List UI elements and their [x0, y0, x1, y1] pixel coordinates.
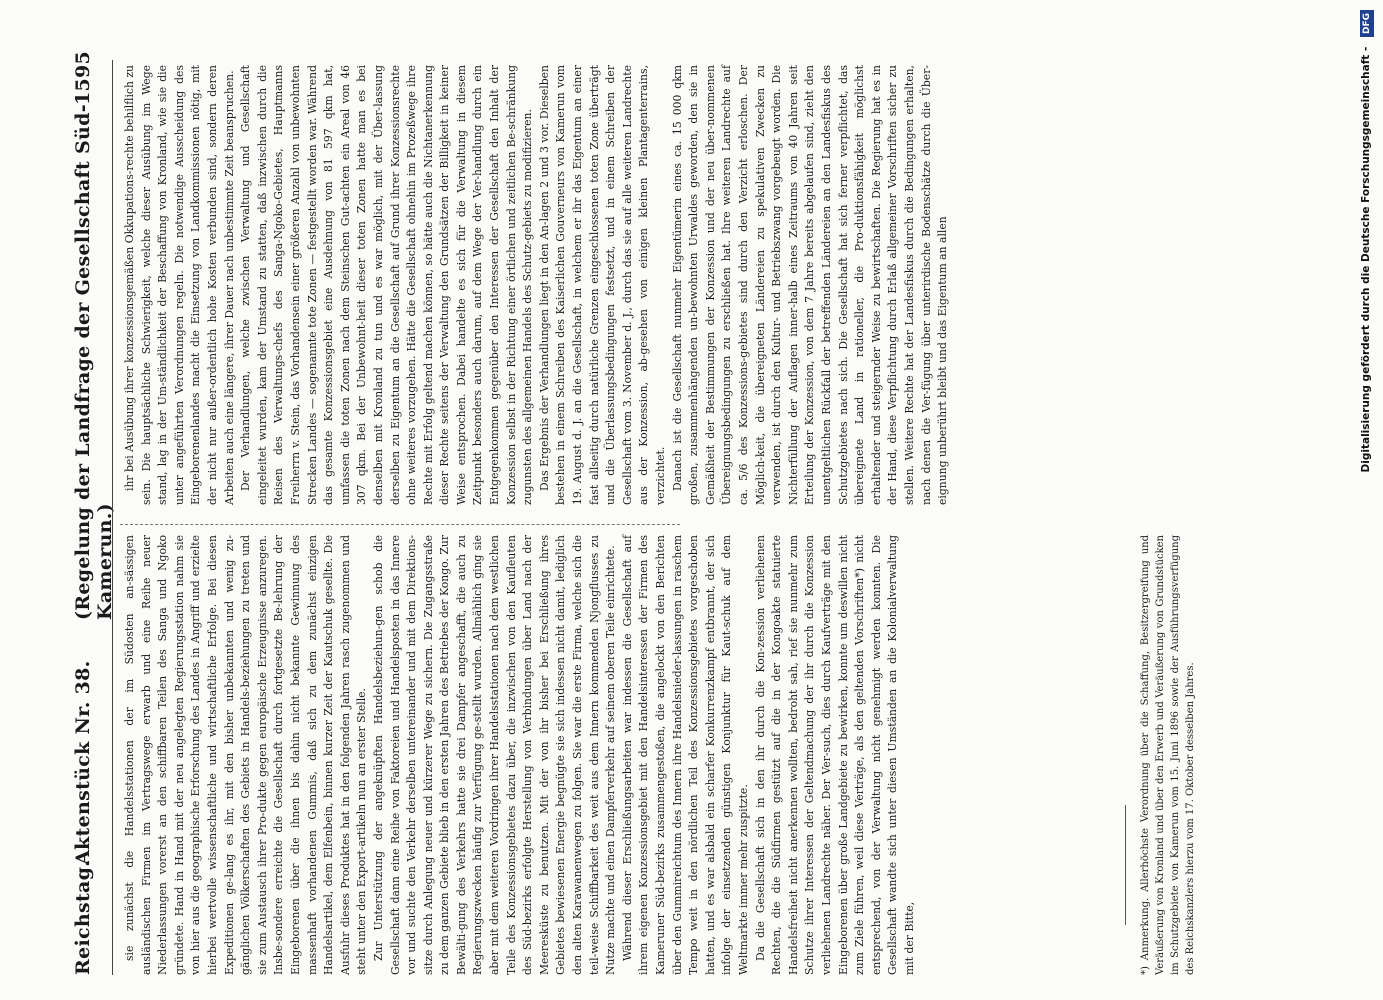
- credit-text: Digitalisierung gefördert durch die Deutsche Forschungsgemeinschaft -: [1360, 46, 1372, 473]
- column-divider: [120, 524, 680, 525]
- paragraph: sie zunächst die Handelsstationen der im Südosten an-sässigen ausländischen Firmen im Vertragswege erwarb und eine Reihe neuer Niederlassungen vorerst an den schiffbaren Teilen des Sanga und Ngoko gründete. Hand in Hand mit der neu angelegten Regierungsstation nahm sie von hier aus die geographische Erforschung des Landes in Angriff und erzielte hierbei wertvolle wissenschaftliche und wirtschaftliche Erfolge. Bei diesen Expeditionen ge-lang es ihr, mit den bisher unbekannten und wenig zu-gänglichen Völkerschaften des Gebiets in Handels-beziehungen zu treten und sie zum Austausch ihrer Pro-dukte gegen europäische Erzeugnisse anzuregen. Insbe-sondere erreichte die Gesellschaft durch fortgesetzte Be-lehrung der Eingeborenen über die ihnen bis dahin nicht bekannte Gewinnung des massenhaft vorhandenen Gummis, daß sich zu dem zunächst einzigen Handelsartikel, dem Elfenbein, binnen kurzer Zeit der Kautschuk gesellte. Die Ausfuhr dieses Produktes hat in den folgenden Jahren rasch zugenommen und steht unter den Export-artikeln nun an erster Stelle.: [123, 535, 369, 975]
- text-column-left: [122, 535, 919, 975]
- dfg-logo: DFG: [1360, 10, 1374, 37]
- paragraph: ihr bei Ausübung ihrer konzessionsgemäßen Okkupations-rechte behilflich zu sein. Die hauptsächliche Schwierigkeit, welche dieser Ausübung im Wege stand, lag in der Um-ständlichkeit der Beschaffung von Kronland, wie sie die unter angeführten Verordnungen regeln. Die notwendige Ausscheidung des Eingeborenenlandes macht die Einsetzung von Landkommissionen nötig, mit der nicht nur außer-ordentlich hohe Kosten verbunden sind, sondern deren Arbeiten auch eine längere, ihrer Dauer nach unbestimmte Zeit beanspruchen.: [123, 65, 236, 505]
- rotated-page-body: [60, 50, 1310, 985]
- digitization-credit: [1356, 10, 1376, 990]
- footnote-rule: [1125, 805, 1126, 925]
- paragraph: Das Ergebnis der Verhandlungen liegt in den An-lagen 2 und 3 vor. Dieselben bestehen in einem Schreiben des Kaiserlichen Gouverneurs von Kamerun vom 19. August d. J. an die Gesellschaft, in welchem er ihr das Eigentum an einer fast allseitig durch natürliche Grenzen eingeschlossenen toten Zone überträgt und die Überlassungsbedingungen festsetzt, und in einem Schreiben der Gesellschaft vom 3. November d. J., durch das sie auf alle weiteren Landrechte aus der Konzession, ab-gesehen von einigen kleinen Plantagenterrains, verzichtet.: [537, 65, 667, 505]
- page-number: 1595: [72, 50, 94, 105]
- page-header: [60, 50, 120, 985]
- paragraph: Zur Unterstützung der angeknüpften Handelsbeziehun-gen schob die Gesellschaft dann eine Reihe von Faktoreien und Handelsposten in das Innere vor und suchte den Verkehr derselben untereinander und mit dem Direktions-sitze durch Anlegung neuer und kürzerer Wege zu sichern. Die Zugangsstraße zu dem ganzen Gebiete blieb in den ersten Jahren des Betriebes der Kongo. Zur Bewälti-gung des Verkehrs hatte sie drei Dampfer angeschafft, die auch zu Regierungszwecken häufig zur Verfügung ge-stellt wurden. Allmählich ging sie aber mit dem weiteren Vordringen ihrer Handelsstationen nach dem westlichen Teile des Konzessionsgebietes dazu über, die inzwischen von den Kaufleuten des Süd-bezirks erfolgte Herstellung von Verbindungen über Land nach der Meeresküste zu benutzen. Mit der von ihr bisher bei Erschließung ihres Gebietes bewiesenen Energie begnügte sie sich indessen nicht damit, lediglich den alten Karawanenwegen zu folgen. Sie war die erste Firma, welche sich die teil-weise Schiffbarkeit des weit aus dem Innern kommenden Njongflusses zu Nutze machte und einen Dampferverkehr auf seinem oberen Teile einrichtete.: [371, 535, 618, 975]
- header-rule: [112, 60, 113, 975]
- header-title: (Regelung der Landfrage der Gesellschaft Süd-Kamerun.): [72, 104, 116, 620]
- paragraph: Während dieser Erschließungsarbeiten war indessen die Gesellschaft auf ihrem eigenen Konzessionsgebiet mit den Handelsinteressen der Firmen des Kameruner Süd-bezirks zusammengestoßen, die angelockt von den Berichten über den Gummireichtum des Innern ihre Handelsnieder-lassungen in raschem Tempo weit in den nördlichen Teil des Konzessionsgebietes vorgeschoben hatten, und es war alsbald ein scharfer Konkurrenzkampf entbrannt, der sich infolge der einsetzenden günstigen Konjunktur für Kaut-schuk auf dem Weltmarkte immer mehr zuspitzte.: [620, 535, 750, 975]
- header-aktenstueck: Aktenstück Nr. 38.: [72, 660, 94, 865]
- header-reichstag: Reichstag.: [72, 859, 94, 975]
- footnote: *) Anmerkung. Allerhöchste Verordnung über die Schaffung, Besitzergreifung und Veräußerung von Kronland und über den Erwerb und Veräußerung von Grundstücken im Schutzgebiete von Kamerun vom 15. Juni 1896 sowie der Ausführungsverfügung des Reichskanzlers hierzu vom 17. Oktober desselben Jahres.: [1140, 535, 1196, 975]
- paragraph: Da die Gesellschaft sich in den ihr durch die Kon-zession verliehenen Rechten, die die Südfirmen gestützt auf die in der Kongoakte statuierte Handelsfreiheit nicht anerkennen wollten, bedroht sah, rief sie nunmehr zum Schutze ihrer Interessen der Geltendmachung der ihr durch die Konzession verliehenen Landrechte näher. Der Ver-such, dies durch Kaufverträge mit den Eingeborenen über große Landgebiete zu bewirken, konnte um deswillen nicht zum Ziele führen, weil diese Verträge, als den geltenden Vorschriften*) nicht entsprechend, von der Verwaltung nicht genehmigt werden konnten. Die Gesellschaft wandte sich unter diesen Umständen an die Kolonialverwaltung mit der Bitte,: [753, 535, 916, 975]
- paragraph: Danach ist die Gesellschaft nunmehr Eigentümerin eines ca. 15 000 qkm großen, zusammenhängenden un-bewohnten Urwaldes geworden, den sie in Gemäßheit der Bestimmungen der Konzession und der neu über-nommenen Übereignungsbedingungen zu erschließen hat. Ihre weiteren Landrechte auf ca. 5/6 des Konzessions-gebietes sind durch den Verzicht erloschen. Der Möglich-keit, die übereigneten Ländereien zu spekulativen Zwecken zu verwenden, ist durch den Kultur- und Betriebszwang vorgebeugt worden. Die Nichterfüllung der Auflagen inner-halb eines Zeitraums von 40 Jahren seit Erteilung der Konzession, von dem 7 Jahre bereits abgelaufen sind, zieht den unentgeltlichen Rückfall der betreffenden Ländereien an den Landesfiskus des Schutzgebietes nach sich. Die Gesellschaft hat sich ferner verpflichtet, das übereignete Land in rationeller, die Pro-duktionsfähigkeit möglichst erhaltender und steigernder Weise zu bewirtschaften. Die Regierung hat es in der Hand, diese Verpflichtung durch Erlaß allgemeiner Vorschriften sicher zu stellen. Weitere Rechte hat der Landesfiskus durch die Bedingungen erhalten, nach denen die Ver-fügung über unterirdische Bodenschätze durch die Über-eignung unberührt bleibt und das Eigentum an allen: [670, 65, 950, 505]
- paragraph: Der Verhandlungen, welche zwischen Verwaltung und Gesellschaft eingeleitet wurden, kam der Umstand zu statten, daß inzwischen durch die Reisen des Verwaltungs-chefs des Sanga-Ngoko-Gebietes, Hauptmanns Freiherrn v. Stein, das Vorhandensein einer größeren Anzahl von unbewohnten Strecken Landes — sogenannte tote Zonen — festgestellt worden war. Während das gesamte Konzessionsgebiet eine Ausdehnung von 81 597 qkm hat, umfassen die toten Zonen nach dem Steinschen Gut-achten ein Areal von 46 307 qkm. Bei der Unbewohnt-heit dieser toten Zonen hatte man es bei denselben mit Kronland zu tun und es war möglich, mit der Über-lassung derselben zu Eigentum an die Gesellschaft auf Grund ihrer Konzessionsrechte ohne weiteres vorzugehen. Hätte die Gesellschaft ohnehin im Prozeßwege ihre Rechte mit Erfolg geltend machen können, so hätte auch die Nichtanerkennung dieser Rechte seitens der Verwaltung den Grundsätzen der Billigkeit in keiner Weise entsprochen. Dabei handelte es sich für die Verwaltung in diesem Zeitpunkt besonders auch darum, auf dem Wege der Ver-handlung durch ein Entgegenkommen gegenüber den Interessen der Gesellschaft den Inhalt der Konzession selbst in der Richtung einer örtlichen und zeitlichen Be-schränkung zugunsten des allgemeinen Handels des Schutz-gebiets zu modifizieren.: [239, 65, 535, 505]
- text-column-right: [122, 65, 952, 505]
